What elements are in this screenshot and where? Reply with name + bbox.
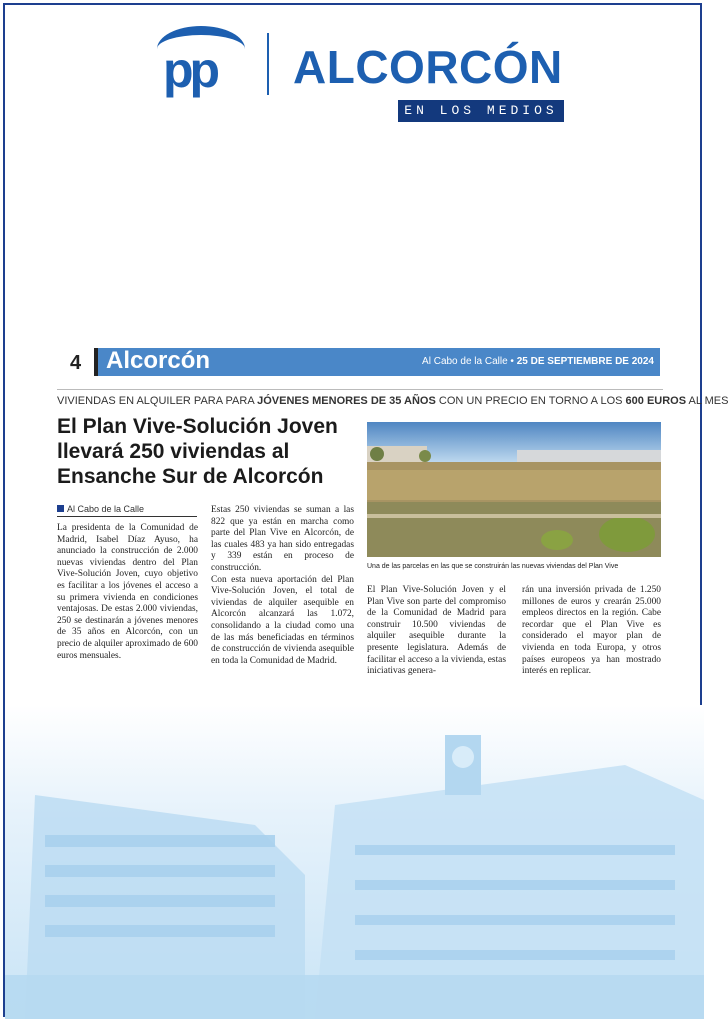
article-photo <box>367 422 661 557</box>
article-headline: El Plan Vive-Solución Joven llevará 250 viviendas al Ensanche Sur de Alcorcón <box>57 415 338 488</box>
article-column-1 <box>57 523 198 662</box>
paragraph: El Plan Vive-Solución Joven y el Plan Vive son parte del compromiso de la Comunidad de Madrid para construir 10.500 viviendas de alquiler asequible durante la presente legislatura. Además de facilitar el acceso a la vivienda, estas iniciativas genera- <box>367 585 506 677</box>
publication-name: Al Cabo de la Calle <box>422 356 508 367</box>
source-tag-label: Al Cabo de la Calle <box>67 504 145 514</box>
article-column-2 <box>211 505 354 667</box>
kicker-bold: JÓVENES MENORES DE 35 AÑOS <box>257 395 436 407</box>
kicker-part: VIVIENDAS EN ALQUILER PARA PARA <box>57 395 258 407</box>
photo-caption: Una de las parcelas en las que se construirán las nuevas viviendas del Plan Vive <box>367 563 619 570</box>
section-band <box>94 348 660 376</box>
publication-date: 25 DE SEPTIEMBRE DE 2024 <box>516 356 654 367</box>
kicker-bold: 600 EUROS <box>625 395 687 407</box>
paragraph: rán una inversión privada de 1.250 millones de euros y crearán 25.000 empleos directos en la región. Cabe recordar que el Plan Vive es considerado el mayor plan de vivienda en toda Europa, y otros países europeos ya han mostrado interés en replicar. <box>522 585 661 677</box>
publication-date-line: Al Cabo de la Calle • 25 DE SEPTIEMBRE DE 2024 <box>422 356 654 367</box>
pp-logo <box>155 30 250 98</box>
logo-divider <box>267 33 269 95</box>
pp-logo-text: pp <box>163 42 217 98</box>
page-frame <box>3 3 728 1017</box>
source-tag <box>57 504 197 517</box>
article-kicker <box>57 389 728 407</box>
article-column-3 <box>367 585 506 678</box>
newspaper-page-number: 4 <box>70 352 82 374</box>
brand-title: ALCORCÓN <box>293 41 563 93</box>
kicker-part: AL MES <box>686 395 728 407</box>
square-bullet-icon <box>57 505 64 512</box>
section-title: Alcorcón <box>106 347 211 374</box>
paragraph: La presidenta de la Comunidad de Madrid, Isabel Díaz Ayuso, ha anunciado la construcción de 2.000 nuevas viviendas dentro del Plan Vive-Solución Joven, cuyo objetivo es facilitar a los jóvenes el acceso a su primera vivienda en condiciones ventajosas. De estas 2.000 viviendas, 250 se destinarán a jóvenes menores de 35 años en Alcorcón, con un precio de alquiler aproximado de 600 euros mensuales. <box>57 523 198 661</box>
article-column-4 <box>522 585 661 678</box>
town-hall-watermark-illustration <box>5 705 704 1019</box>
paragraph: Estas 250 viviendas se suman a las 822 que ya están en marcha como parte del Plan Vive en Alcorcón, de las cuales 483 ya han sido entregadas y 339 están en proceso de construcción. <box>211 505 354 573</box>
brand-subtitle: EN LOS MEDIOS <box>398 100 564 122</box>
kicker-part: CON UN PRECIO EN TORNO A LOS <box>435 395 626 407</box>
paragraph: Con esta nueva aportación del Plan Vive-Solución Joven, el total de viviendas de alquiler asequible en Alcorcón alcanzará las 1.072, consolidando a la ciudad como una de las más beneficiadas en términos de construcción de vivienda asequible en toda la Comunidad de Madrid. <box>211 574 354 666</box>
